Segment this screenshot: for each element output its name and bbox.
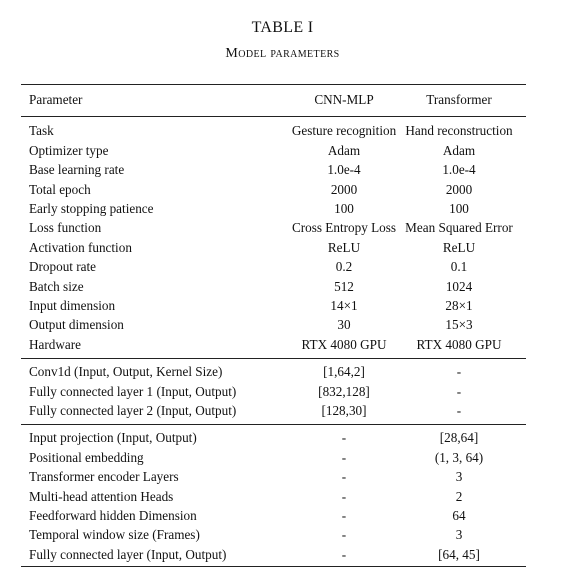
table-cell: ReLU xyxy=(442,239,476,255)
table-cell: [128,30] xyxy=(321,403,367,418)
table-cell: Adam xyxy=(327,142,361,158)
table-cell: 100 xyxy=(449,201,469,216)
table-cell: Activation function xyxy=(29,239,132,255)
table-cell: 2000 xyxy=(330,181,358,197)
table-cell: [832,128] xyxy=(318,383,370,399)
table-cell: [64, 45] xyxy=(438,546,480,562)
table-row xyxy=(21,362,526,381)
table-row xyxy=(21,545,526,564)
table-cell: 3 xyxy=(455,469,463,485)
table-cell: Positional embedding xyxy=(29,449,144,465)
table-label: TABLE I xyxy=(251,19,314,36)
table-cell: - xyxy=(341,449,347,465)
group-rule xyxy=(21,358,526,359)
table-cell: Transformer encoder Layers xyxy=(29,469,179,485)
table-cell: [28,64] xyxy=(439,430,479,446)
top-rule xyxy=(21,84,526,85)
table-cell: 0.2 xyxy=(335,259,353,275)
table-cell: Base learning rate xyxy=(29,162,125,178)
group-rule xyxy=(21,424,526,425)
header-row xyxy=(21,90,526,109)
table-row xyxy=(21,467,526,486)
table-cell: Mean Squared Error xyxy=(405,220,513,236)
table-row xyxy=(21,487,526,506)
table-row xyxy=(21,335,526,354)
table-row xyxy=(21,160,526,179)
header-cell: Parameter xyxy=(29,92,83,107)
table-cell: 512 xyxy=(334,278,354,294)
table-row xyxy=(21,382,526,401)
table-cell: 1024 xyxy=(445,278,473,294)
table-cell: Temporal window size (Frames) xyxy=(29,527,200,543)
table-cell: Early stopping patience xyxy=(29,201,154,216)
table-cell: Loss function xyxy=(29,220,102,236)
table-cell: 64 xyxy=(452,508,466,523)
table-row xyxy=(21,525,526,544)
table-cell: Optimizer type xyxy=(29,142,109,158)
header-cell: CNN-MLP xyxy=(314,92,374,107)
table-row xyxy=(21,141,526,160)
table-cell: RTX 4080 GPU xyxy=(301,336,387,352)
table-title: Model parameters xyxy=(225,46,340,61)
table-row xyxy=(21,199,526,218)
table-cell: Total epoch xyxy=(29,181,91,197)
table-row xyxy=(21,401,526,420)
table-cell: Fully connected layer 1 (Input, Output) xyxy=(29,383,237,399)
table-cell: - xyxy=(341,488,347,504)
table-cell: - xyxy=(341,508,347,523)
table-cell: Gesture recognition xyxy=(291,123,397,139)
table-cell: Conv1d (Input, Output, Kernel Size) xyxy=(29,364,223,380)
table-row xyxy=(21,277,526,296)
table-cell: Feedforward hidden Dimension xyxy=(29,508,197,523)
table-cell: Fully connected layer (Input, Output) xyxy=(29,546,227,562)
table-cell: 0.1 xyxy=(450,259,468,275)
table-row xyxy=(21,448,526,467)
table-cell: Batch size xyxy=(29,278,84,294)
table-row xyxy=(21,506,526,525)
table-cell: 15×3 xyxy=(445,317,473,333)
table-cell: RTX 4080 GPU xyxy=(416,336,502,352)
table-cell: 1.0e-4 xyxy=(442,162,476,178)
table-row xyxy=(21,257,526,276)
table-cell: 2 xyxy=(455,488,463,504)
table-row xyxy=(21,180,526,199)
table-cell: 2000 xyxy=(445,181,473,197)
table-cell: Output dimension xyxy=(29,317,124,333)
table-cell: Fully connected layer 2 (Input, Output) xyxy=(29,403,237,418)
table-cell: - xyxy=(341,469,347,485)
table-cell: Input dimension xyxy=(29,298,116,313)
table-cell: Task xyxy=(29,123,54,139)
table-row xyxy=(21,218,526,237)
table-cell: 28×1 xyxy=(445,298,473,313)
table-cell: Hardware xyxy=(29,336,81,352)
table-row xyxy=(21,296,526,315)
table-cell: 14×1 xyxy=(330,298,358,313)
table-cell: Adam xyxy=(442,142,476,158)
header-cell: Transformer xyxy=(426,92,492,107)
table-cell: 30 xyxy=(337,317,351,333)
table-row xyxy=(21,238,526,257)
table-cell: 3 xyxy=(455,527,463,543)
table-cell: 1.0e-4 xyxy=(327,162,361,178)
table-cell: - xyxy=(341,546,347,562)
bottom-rule xyxy=(21,566,526,567)
table-row xyxy=(21,315,526,334)
table-cell: - xyxy=(341,430,347,446)
table-cell: - xyxy=(456,383,462,399)
table-cell: Cross Entropy Loss xyxy=(291,220,397,236)
table-cell: - xyxy=(456,364,462,380)
table-cell: Input projection (Input, Output) xyxy=(29,430,197,446)
table-cell: 100 xyxy=(334,201,354,216)
table-row xyxy=(21,428,526,447)
header-rule xyxy=(21,116,526,117)
table-cell: Dropout rate xyxy=(29,259,97,275)
table-cell: ReLU xyxy=(327,239,361,255)
table-cell: [1,64,2] xyxy=(323,364,365,380)
table-row xyxy=(21,121,526,140)
table-cell: Hand reconstruction xyxy=(405,123,513,139)
table-cell: (1, 3, 64) xyxy=(434,449,484,465)
table-cell: - xyxy=(341,527,347,543)
table-cell: Multi-head attention Heads xyxy=(29,488,174,504)
table-cell: - xyxy=(456,403,462,418)
